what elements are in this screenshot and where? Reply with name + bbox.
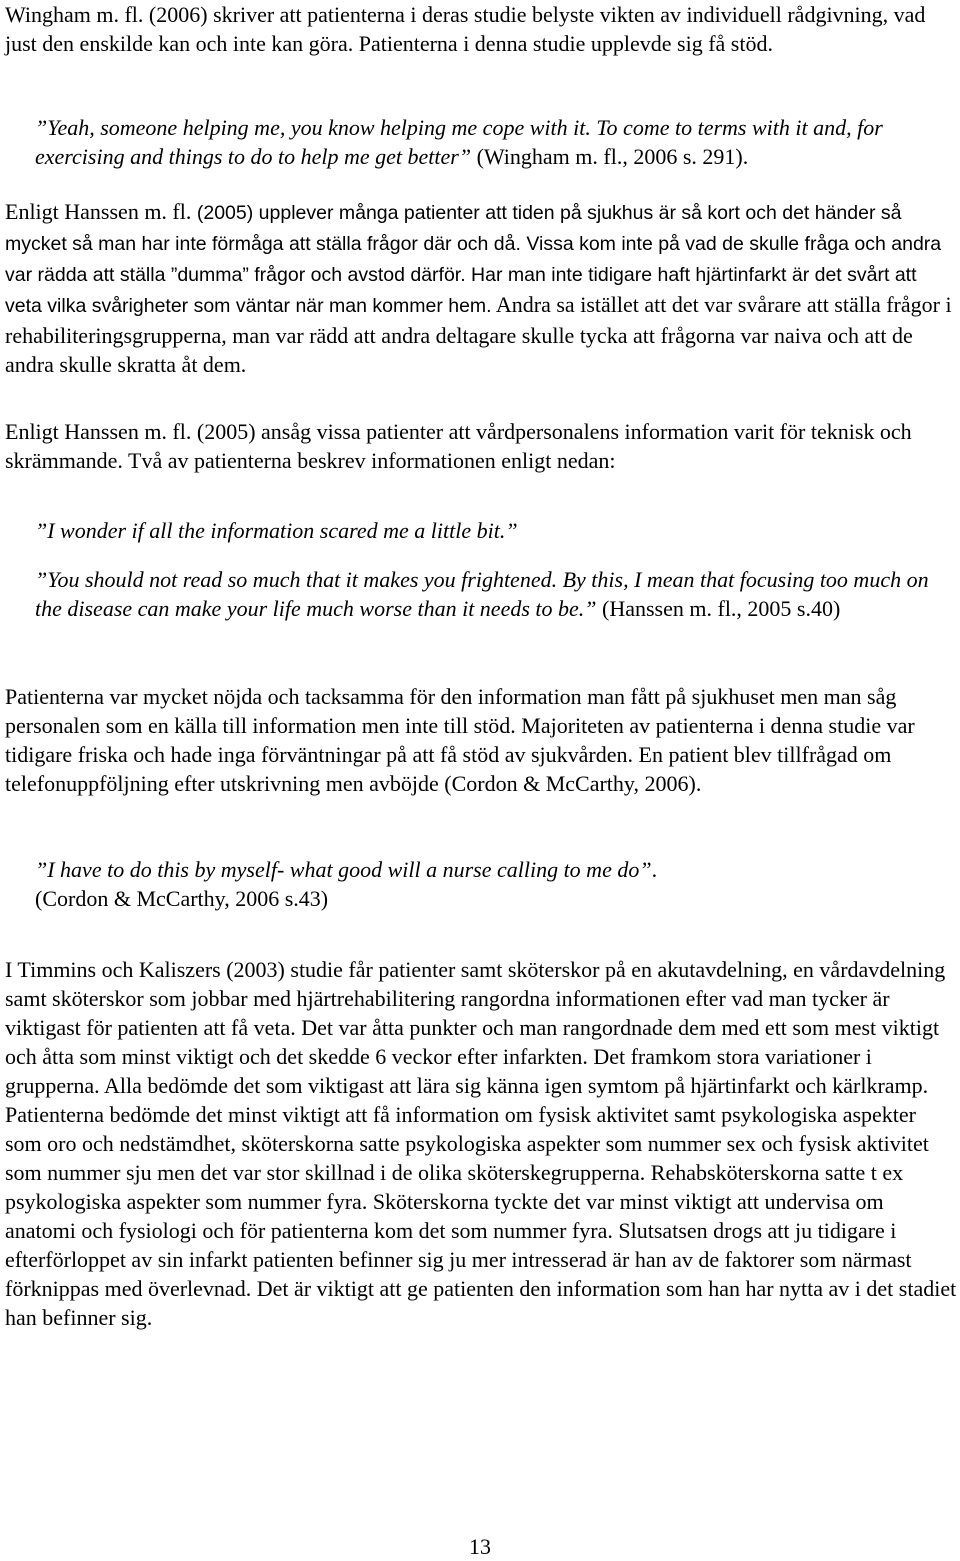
paragraph-text: (2005) upplever många patienter att tiden på sjukhus är så kort och det händer så mycket så man har inte förmåga att ställa frågor där och då. bbox=[5, 202, 902, 255]
paragraph-text: (Wingham m. fl., 2006 s. 291). bbox=[476, 144, 749, 169]
paragraph-text: Vissa kom inte på vad de skulle fråga och andra var rädda att ställa ”dumma” frågor och avstod därför. Har man inte tidigare haft hjärtinfarkt är det svårt att veta vilka svårigheter som väntar när man kommer hem. bbox=[5, 233, 942, 317]
paragraph-text: Wingham m. fl. (2006) skriver att patienterna i deras studie belyste vikten av individuell rådgivning, vad just den enskilde kan och inte kan göra. Patienterna i denna studie upplevde sig få stöd. bbox=[5, 2, 926, 56]
quote-text: ”Yeah, someone helping me, you know helping me cope with it. To come to terms with it and, for exercising and things to do to help me get better” bbox=[35, 115, 883, 169]
page-number: 13 bbox=[469, 1534, 491, 1559]
block-quote bbox=[35, 565, 957, 623]
block-quote bbox=[35, 855, 957, 913]
paragraph-text: . bbox=[651, 857, 658, 882]
quote-text: ”I have to do this by myself- what good will a nurse calling to me do” bbox=[35, 857, 652, 882]
paragraph bbox=[5, 955, 957, 1332]
paragraph-text: I Timmins och Kaliszers (2003) studie får patienter samt sköterskor på en akutavdelning, en vårdavdelning samt sköterskor som jobbar med hjärtrehabilitering rangordna informationen efter vad man tycker är viktigast för patienten att få veta. Det var åtta punkter och man rangordnade dem med ett som mest viktigt och åtta som minst viktigt och det skedde 6 veckor efter infarkten. Det framkom stora variationer i grupperna. Alla bedömde det som viktigast att lära sig känna igen symtom på hjärtinfarkt och kärlkramp. Patienterna bedömde det minst viktigt att få information om fysisk aktivitet samt psykologiska aspekter som oro och nedstämdhet, sköterskorna satte psykologiska aspekter som nummer sex och fysisk aktivitet som nummer sju men det var stor skillnad i de olika sköterskegrupperna. Rehabsköterskorna satte t ex psykologiska aspekter som nummer fyra. Sköterskorna tyckte det var minst viktigt att undervisa om anatomi och fysiologi och för patienterna kom det som nummer fyra. Slutsatsen drogs att ju tidigare i efterförloppet av sin infarkt patienten befinner sig ju mer intresserad är han av de faktorer som närmast förknippas med överlevnad. Det är viktigt att ge patienten den information som han har nytta av i det stadiet han befinner sig. bbox=[5, 957, 957, 1330]
paragraph-text: (Cordon & McCarthy, 2006 s.43) bbox=[35, 886, 329, 911]
block-quote bbox=[35, 113, 957, 171]
paragraph bbox=[5, 682, 957, 798]
paragraph-text: Enligt Hanssen m. fl. bbox=[5, 199, 197, 224]
block-quote bbox=[35, 516, 957, 545]
paragraph-text: Andra sa istället att det var svårare att ställa frågor i rehabiliteringsgrupperna, man var rädd att andra deltagare skulle tycka att frågorna var naiva och att de andra skulle skratta åt dem. bbox=[5, 292, 952, 377]
paragraph bbox=[5, 0, 957, 58]
quote-text: ”I wonder if all the information scared me a little bit.” bbox=[35, 518, 518, 543]
paragraph-text: Patienterna var mycket nöjda och tacksamma för den information man fått på sjukhuset men man såg personalen som en källa till information men inte till stöd. Majoriteten av patienterna i denna studie var tidigare friska och hade inga förväntningar på att få stöd av sjukvården. En patient blev tillfrågad om telefonuppföljning efter utskrivning men avböjde (Cordon & McCarthy, 2006). bbox=[5, 684, 915, 796]
paragraph bbox=[5, 417, 957, 475]
paragraph-text: Enligt Hanssen m. fl. (2005) ansåg vissa patienter att vårdpersonalens information varit för teknisk och skrämmande. Två av patienterna beskrev informationen enligt nedan: bbox=[5, 419, 912, 473]
quote-text: ”You should not read so much that it makes you frightened. By this, I mean that focusing too much on the disease can make your life much worse than it needs to be.” bbox=[35, 567, 929, 621]
paragraph-text: (Hanssen m. fl., 2005 s.40) bbox=[602, 596, 841, 621]
paragraph bbox=[5, 197, 957, 379]
